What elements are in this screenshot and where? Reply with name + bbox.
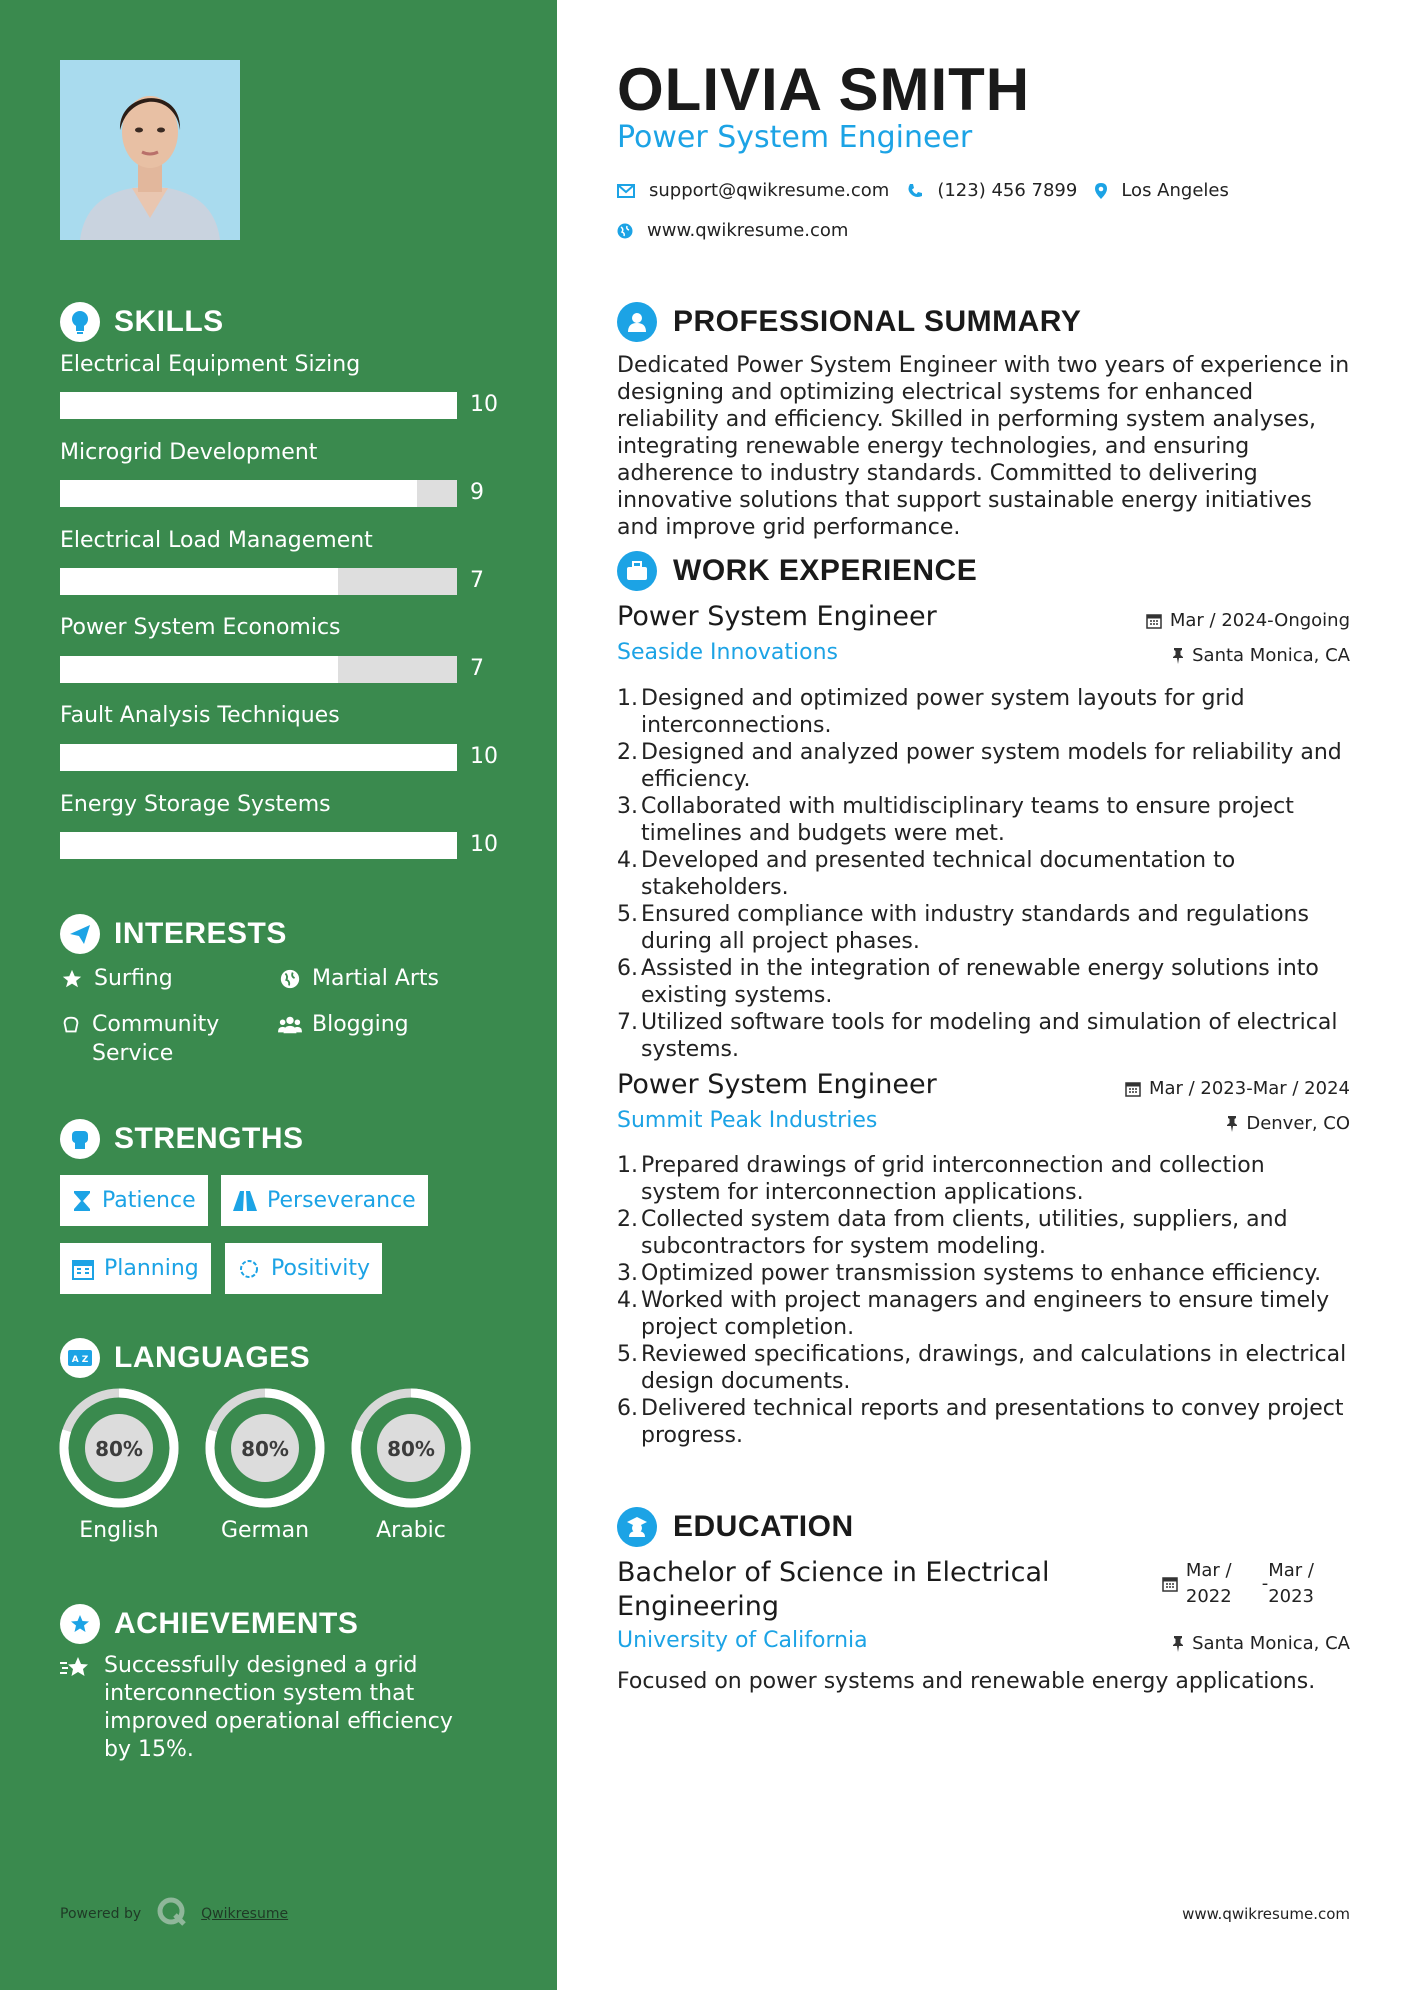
language-item xyxy=(349,1386,473,1543)
company-name: Seaside Innovations xyxy=(617,640,838,665)
job-location: Denver, CO xyxy=(1226,1113,1350,1134)
strengths-heading: STRENGTHS xyxy=(60,1119,304,1159)
hourglass-icon xyxy=(72,1190,92,1212)
job-dates: Mar / 2024-Ongoing xyxy=(1146,610,1350,631)
contact-row xyxy=(617,180,1247,201)
interest-item: Martial Arts xyxy=(278,964,439,993)
skill-bar-fill xyxy=(60,656,338,683)
language-item xyxy=(57,1386,181,1543)
achievement-item: Successfully designed a grid interconnection system that improved operational efficiency by 15%. xyxy=(60,1652,480,1764)
list-item: 1. Prepared drawings of grid interconnection and collection system for interconnection applications. xyxy=(617,1153,1265,1205)
strength-chip: Perseverance xyxy=(221,1175,428,1226)
globe-icon xyxy=(278,964,302,993)
pushpin-icon xyxy=(1226,1116,1238,1132)
job-title: Power System Engineer xyxy=(617,1069,937,1100)
user-icon xyxy=(617,302,657,342)
paper-plane-icon xyxy=(60,914,100,954)
list-item: 3. Optimized power transmission systems to enhance efficiency. xyxy=(617,1261,1322,1286)
skill-bar xyxy=(60,744,457,771)
strength-chip: Patience xyxy=(60,1175,208,1226)
candidate-name: OLIVIA SMITH xyxy=(617,56,1031,123)
footer-url[interactable]: www.qwikresume.com xyxy=(1182,1905,1350,1923)
job-dates: Mar / 2023-Mar / 2024 xyxy=(1125,1078,1350,1099)
skill-value: 7 xyxy=(470,568,484,593)
skill-value: 10 xyxy=(470,832,498,857)
language-item xyxy=(203,1386,327,1543)
phone-text[interactable]: (123) 456 7899 xyxy=(937,180,1078,201)
education-location: Santa Monica, CA xyxy=(1172,1633,1350,1654)
briefcase-icon xyxy=(617,551,657,591)
language-name: Arabic xyxy=(376,1518,446,1543)
education-dates: Mar / 2022 - Mar / 2023 xyxy=(1162,1558,1314,1610)
sun-icon xyxy=(237,1257,261,1281)
education-description: Focused on power systems and renewable energy applications. xyxy=(617,1669,1316,1694)
list-item: 2. Designed and analyzed power system models for reliability and efficiency. xyxy=(617,740,1342,792)
star-icon xyxy=(60,964,84,993)
list-item: 4. Developed and presented technical documentation to stakeholders. xyxy=(617,848,1236,900)
svg-text:80%: 80% xyxy=(241,1437,289,1461)
strength-chip: Positivity xyxy=(225,1243,382,1294)
star-burst-icon xyxy=(60,1652,94,1764)
hand-icon xyxy=(60,1010,82,1039)
skill-name: Power System Economics xyxy=(60,615,341,640)
skill-name: Fault Analysis Techniques xyxy=(60,703,340,728)
education-heading: EDUCATION xyxy=(617,1507,854,1547)
translate-icon xyxy=(60,1338,100,1378)
job-bullets xyxy=(617,1152,1350,1449)
language-name: German xyxy=(220,1518,310,1543)
qwikresume-logo-icon xyxy=(157,1897,187,1931)
skill-value: 10 xyxy=(470,744,498,769)
skill-bar-fill xyxy=(60,392,457,419)
globe-icon xyxy=(617,223,633,239)
skill-bar xyxy=(60,568,457,595)
location-text: Los Angeles xyxy=(1121,180,1229,201)
skill-bar-fill xyxy=(60,832,457,859)
interest-item: Blogging xyxy=(278,1010,409,1039)
skill-bar xyxy=(60,656,457,683)
graduation-cap-icon xyxy=(617,1507,657,1547)
interests-heading: INTERESTS xyxy=(60,914,287,954)
website-link[interactable]: www.qwikresume.com xyxy=(647,220,849,241)
website-item xyxy=(617,220,848,241)
skill-bar xyxy=(60,392,457,419)
phone-icon xyxy=(907,183,923,199)
skill-name: Electrical Load Management xyxy=(60,528,373,553)
phone-item xyxy=(907,180,1077,201)
qwikresume-link[interactable]: Qwikresume xyxy=(201,1906,289,1922)
company-name: Summit Peak Industries xyxy=(617,1108,878,1133)
calendar-icon xyxy=(1146,613,1162,629)
skill-bar xyxy=(60,832,457,859)
skill-bar-fill xyxy=(60,744,457,771)
skill-bar-fill xyxy=(60,480,417,507)
calendar-icon xyxy=(1125,1081,1141,1097)
envelope-icon xyxy=(617,184,635,198)
email-item xyxy=(617,180,889,201)
interest-item: Community Service xyxy=(60,1010,260,1068)
language-name: English xyxy=(79,1518,159,1543)
summary-text: Dedicated Power System Engineer with two years of experience in designing and optimizing electrical systems for enhanced reliability and efficiency. Skilled in performing system analyses, integrating renewable energy technologies, and ensuring adherence to industry standards. Committed to delivering innovative solutions that support sustainable energy initiatives and improve grid performance. xyxy=(617,353,1350,540)
interest-item: Surfing xyxy=(60,964,173,993)
calendar-icon xyxy=(72,1258,94,1280)
skill-bar-fill xyxy=(60,568,338,595)
list-item: 4. Worked with project managers and engineers to ensure timely project completion. xyxy=(617,1288,1330,1340)
list-item: 7. Utilized software tools for modeling and simulation of electrical systems. xyxy=(617,1010,1338,1062)
svg-text:A Z: A Z xyxy=(71,1355,89,1365)
skill-name: Energy Storage Systems xyxy=(60,792,331,817)
users-icon xyxy=(278,1010,302,1039)
job-location: Santa Monica, CA xyxy=(1172,645,1350,666)
language-gauge xyxy=(203,1386,327,1510)
calendar-icon xyxy=(1162,1558,1178,1610)
start-date: Mar / 2022 xyxy=(1185,1560,1232,1607)
email-text[interactable]: support@qwikresume.com xyxy=(649,180,890,201)
pushpin-icon xyxy=(1172,648,1184,664)
experience-heading: WORK EXPERIENCE xyxy=(617,551,977,591)
summary-heading: PROFESSIONAL SUMMARY xyxy=(617,302,1081,342)
road-icon xyxy=(233,1191,257,1211)
degree-title: Bachelor of Science in Electrical Engineering xyxy=(617,1557,1050,1622)
main-content xyxy=(617,0,1350,1990)
sidebar xyxy=(0,0,557,1990)
pushpin-icon xyxy=(1172,1636,1184,1652)
list-item: 6. Assisted in the integration of renewable energy solutions into existing systems. xyxy=(617,956,1319,1008)
list-item: 3. Collaborated with multidisciplinary teams to ensure project timelines and budgets were met. xyxy=(617,794,1294,846)
job-bullets xyxy=(617,685,1350,1063)
candidate-title: Power System Engineer xyxy=(617,120,973,155)
strength-chip: Planning xyxy=(60,1243,211,1294)
list-item: 5. Reviewed specifications, drawings, and calculations in electrical design documents. xyxy=(617,1342,1347,1394)
trophy-star-icon xyxy=(60,1604,100,1644)
list-item: 6. Delivered technical reports and presentations to convey project progress. xyxy=(617,1396,1344,1448)
skill-value: 7 xyxy=(470,656,484,681)
skill-name: Microgrid Development xyxy=(60,440,318,465)
profile-photo xyxy=(60,60,240,240)
powered-by: Powered by Qwikresume xyxy=(60,1897,288,1931)
list-item: 5. Ensured compliance with industry standards and regulations during all project phases. xyxy=(617,902,1309,954)
skills-heading: SKILLS xyxy=(60,302,224,342)
language-gauge xyxy=(349,1386,473,1510)
end-date: Mar / 2023 xyxy=(1268,1560,1314,1607)
lightbulb-icon xyxy=(60,302,100,342)
school-name: University of California xyxy=(617,1628,868,1653)
skill-value: 10 xyxy=(470,392,498,417)
list-item: 1. Designed and optimized power system layouts for grid interconnections. xyxy=(617,686,1245,738)
fist-icon xyxy=(60,1119,100,1159)
achievements-heading: ACHIEVEMENTS xyxy=(60,1604,358,1644)
svg-text:80%: 80% xyxy=(95,1437,143,1461)
languages-heading: A Z LANGUAGES xyxy=(60,1338,310,1378)
language-gauge xyxy=(57,1386,181,1510)
location-item xyxy=(1095,180,1229,201)
skill-value: 9 xyxy=(470,480,484,505)
job-title: Power System Engineer xyxy=(617,601,937,632)
svg-text:80%: 80% xyxy=(387,1437,435,1461)
skill-name: Electrical Equipment Sizing xyxy=(60,352,361,377)
map-pin-icon xyxy=(1095,183,1107,199)
website-row xyxy=(617,220,866,241)
list-item: 2. Collected system data from clients, utilities, suppliers, and subcontractors for system modeling. xyxy=(617,1207,1288,1259)
skill-bar xyxy=(60,480,457,507)
